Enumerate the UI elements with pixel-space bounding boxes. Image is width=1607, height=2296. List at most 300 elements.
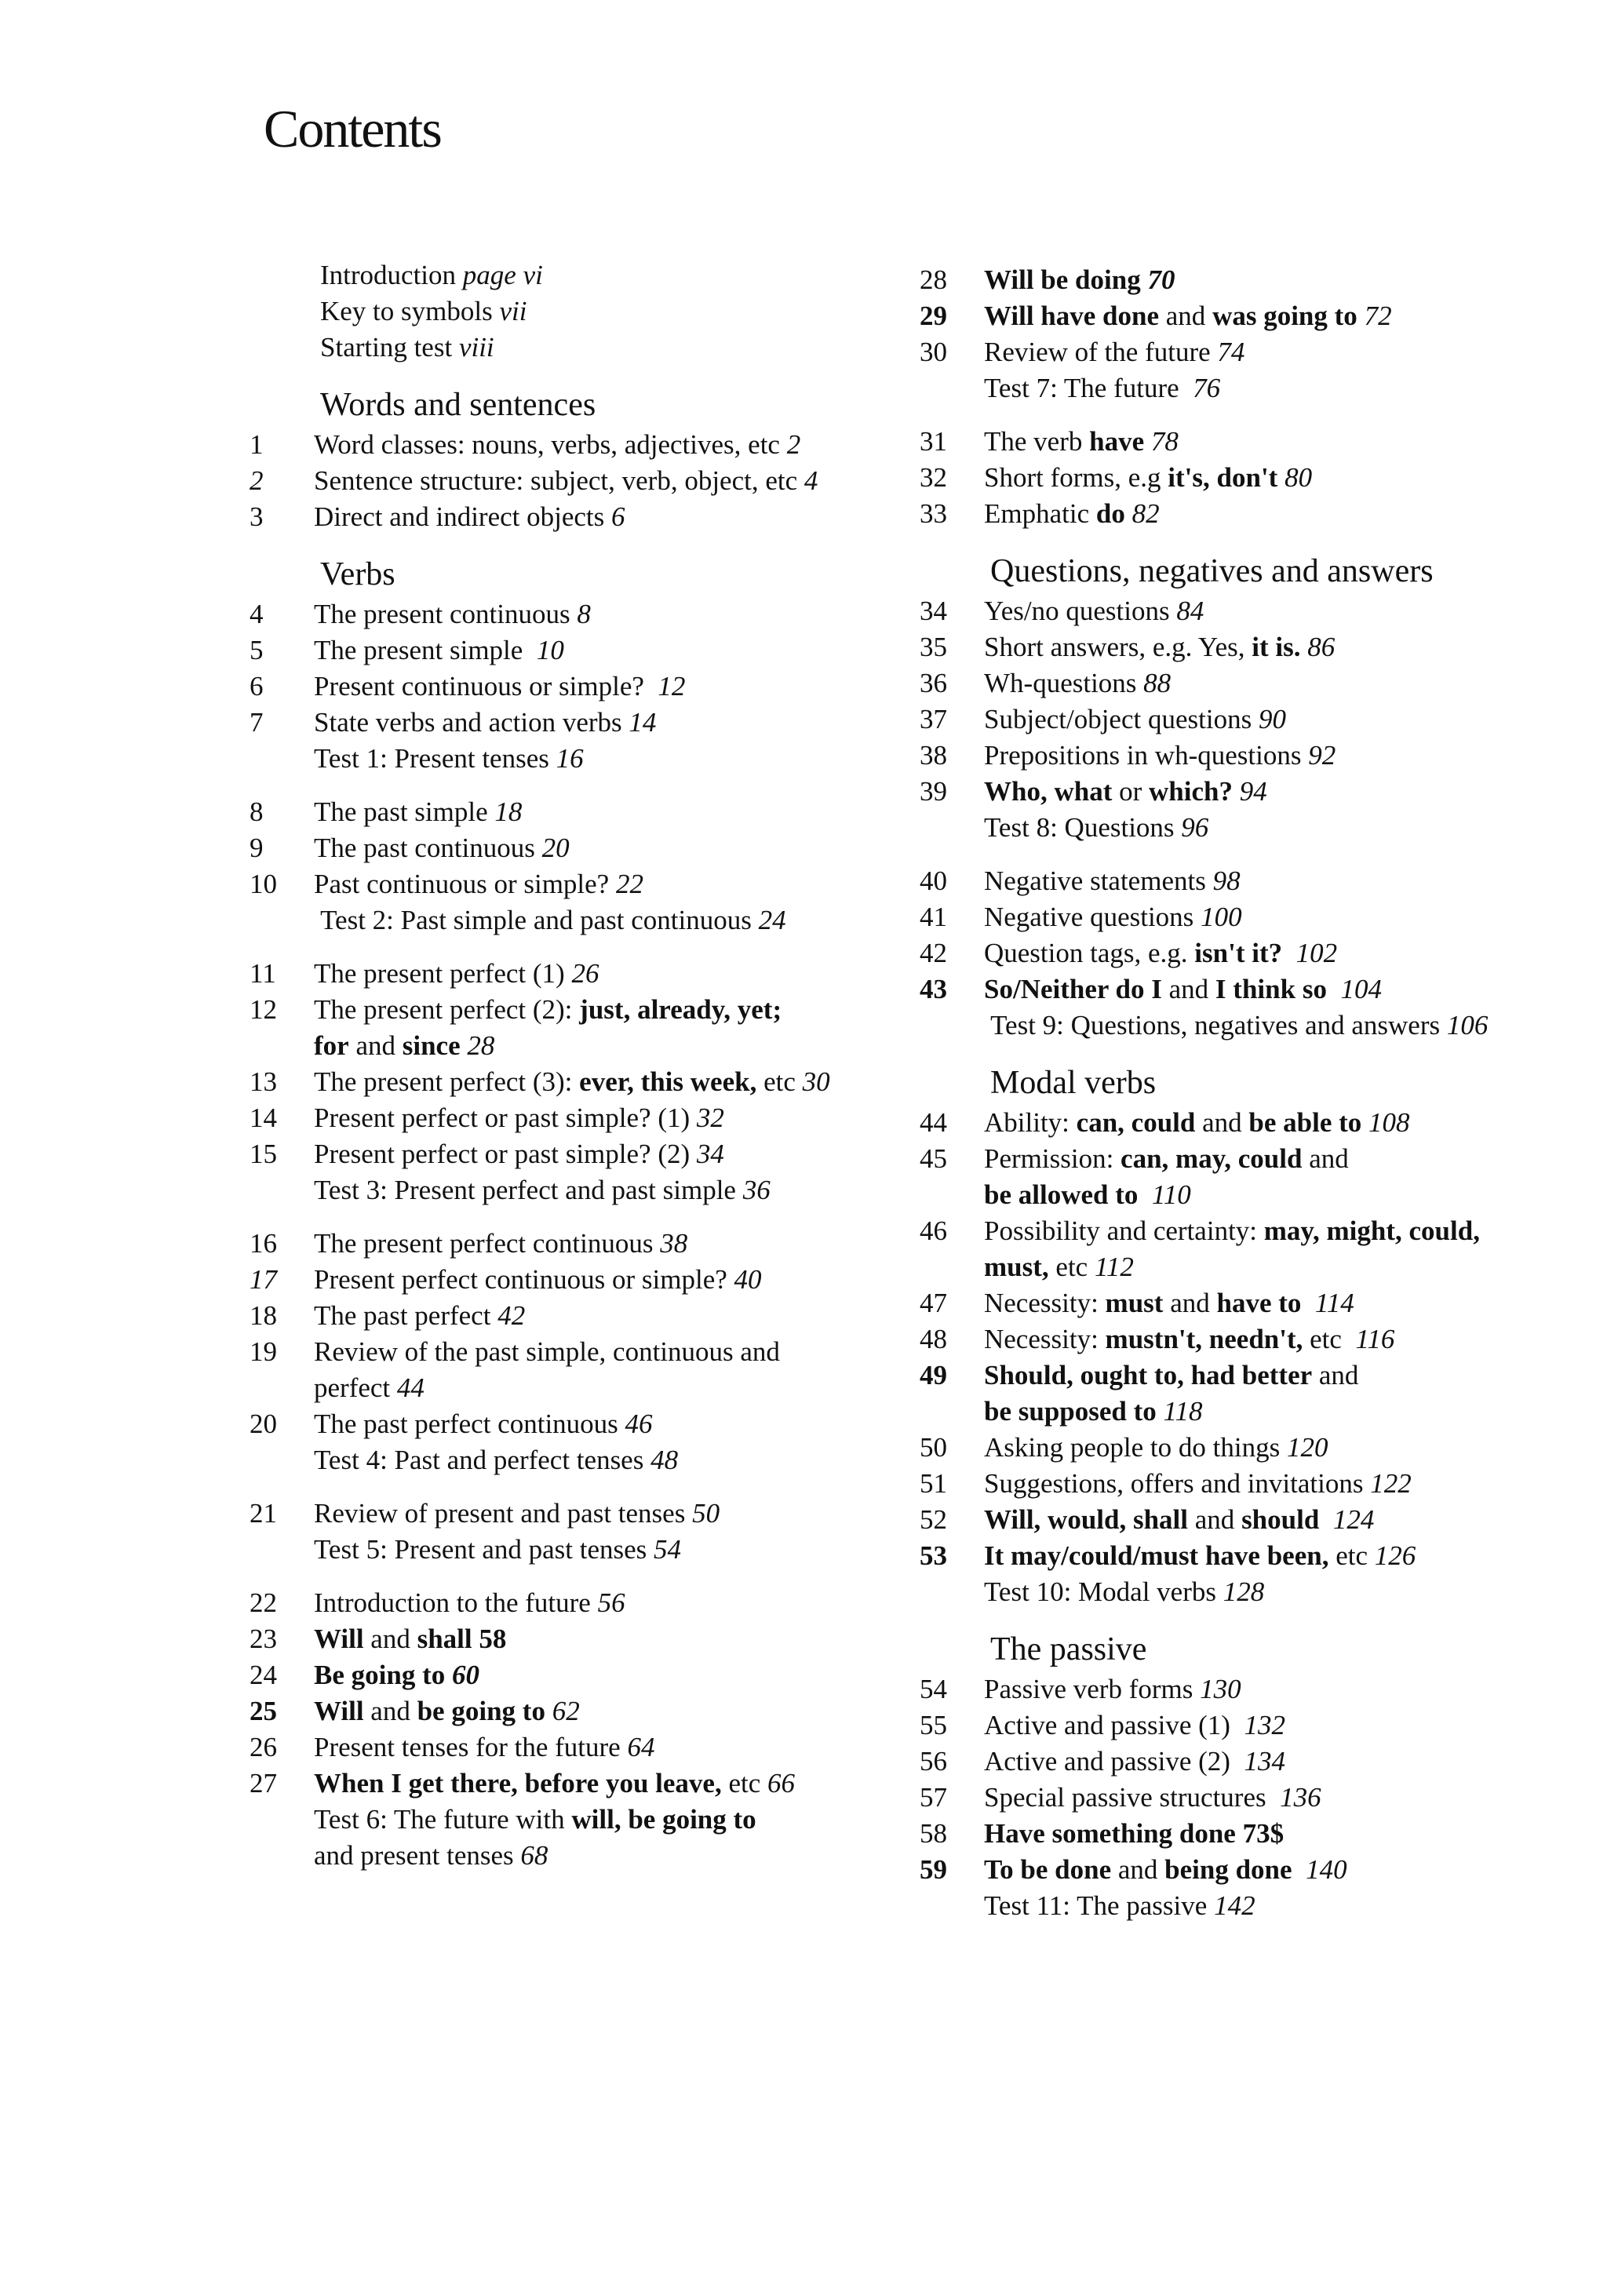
page-number: 128 [1223, 1576, 1265, 1607]
entry-text: etc [756, 1066, 803, 1097]
entry-text: Test 10: Modal verbs [984, 1576, 1223, 1607]
front-matter-entry [250, 257, 956, 293]
unit-entry [920, 1852, 1607, 1888]
contents-entry-continuation [250, 1802, 956, 1838]
unit-entry [250, 794, 956, 830]
unit-title [984, 1502, 1607, 1538]
unit-title [984, 496, 1607, 532]
entry-text: and [363, 1624, 417, 1654]
page-number: 16 [556, 743, 584, 774]
unit-entry [250, 1621, 956, 1657]
unit-number: 11 [250, 958, 276, 989]
unit-entry [920, 593, 1607, 629]
entry-text: Short answers, e.g. Yes, [984, 632, 1252, 662]
entry-text: which? [1149, 776, 1233, 807]
entry-text [1301, 1288, 1315, 1318]
unit-title [984, 1358, 1607, 1394]
entry-text: Asking people to do things [984, 1432, 1287, 1463]
page-number: 22 [615, 869, 643, 899]
front-matter-entry [250, 330, 956, 366]
unit-entry [250, 830, 956, 866]
contents-entry-continuation [250, 1442, 956, 1478]
page-number: 80 [1285, 462, 1313, 493]
unit-number: 43 [920, 974, 947, 1004]
unit-number: 27 [250, 1768, 277, 1799]
entry-text [1144, 426, 1151, 457]
contents-entry-continuation [250, 902, 956, 938]
entry-text: be supposed to [984, 1396, 1157, 1427]
page-number: 8 [577, 599, 591, 629]
unit-title [314, 1136, 956, 1172]
entry-text: State verbs and action verbs [314, 707, 629, 738]
page-number: 118 [1163, 1396, 1203, 1427]
unit-title [984, 1213, 1607, 1249]
page-number: 60 [451, 1660, 479, 1690]
unit-number: 33 [920, 498, 947, 529]
entry-text: may, might, could, [1263, 1215, 1480, 1246]
unit-number: 4 [250, 599, 264, 629]
unit-entry [920, 1707, 1607, 1744]
contents-entry-continuation [250, 1028, 956, 1064]
unit-number: 37 [920, 704, 947, 734]
unit-number: 45 [920, 1143, 947, 1174]
unit-entry [920, 935, 1607, 971]
entry-text [1292, 1854, 1306, 1885]
unit-entry [920, 629, 1607, 665]
entry-text: It may/could/must have been, [984, 1540, 1329, 1571]
entry-text [1357, 301, 1365, 331]
entry-text: and present tenses [314, 1840, 521, 1871]
page-number: 142 [1214, 1890, 1255, 1921]
page-number: 114 [1314, 1288, 1354, 1318]
entry-text: The verb [984, 426, 1090, 457]
section-heading: Questions, negatives and answers [990, 553, 1434, 589]
unit-number: 36 [920, 668, 947, 698]
unit-entry [920, 496, 1607, 532]
unit-entry [250, 1406, 956, 1442]
page-number: 86 [1307, 632, 1336, 662]
unit-number: 26 [250, 1732, 277, 1762]
contents-entry-continuation [920, 1177, 1607, 1213]
page-number: viii [458, 332, 494, 363]
unit-title [314, 1657, 956, 1693]
unit-title [984, 971, 1607, 1008]
entry-text: The present perfect (2): [314, 994, 580, 1025]
contents-entry-continuation [920, 810, 1607, 846]
unit-entry [250, 705, 956, 741]
entry-text: and [1163, 1288, 1217, 1318]
page-number: 130 [1200, 1674, 1241, 1704]
page-number: 44 [396, 1372, 425, 1403]
entry-text: must [1105, 1288, 1164, 1318]
unit-number: 52 [920, 1504, 947, 1535]
entry-text: Present perfect or past simple? (2) [314, 1139, 697, 1169]
unit-title [314, 427, 956, 463]
unit-number: 5 [250, 635, 264, 665]
unit-title [314, 1585, 956, 1621]
unit-number: 49 [920, 1360, 947, 1390]
entry-text [545, 1696, 552, 1726]
entry-text: Have something done 73$ [984, 1818, 1285, 1849]
unit-entry [250, 1226, 956, 1262]
page-number: 102 [1295, 938, 1338, 968]
page-number: 24 [758, 905, 786, 935]
unit-title [984, 738, 1607, 774]
unit-entry [250, 427, 956, 463]
unit-number: 23 [250, 1624, 277, 1654]
entry-text: Suggestions, offers and invitations [984, 1468, 1371, 1499]
unit-entry [250, 992, 956, 1028]
page-number: 74 [1217, 337, 1245, 367]
unit-number: 55 [920, 1710, 947, 1740]
unit-entry [920, 1816, 1607, 1852]
page-number: 108 [1368, 1107, 1410, 1138]
unit-number: 31 [920, 426, 947, 457]
page-number: 84 [1176, 596, 1204, 626]
page-number: 32 [696, 1102, 724, 1133]
unit-entry [250, 1766, 956, 1802]
unit-number: 2 [250, 465, 264, 496]
contents-entry-continuation [250, 1532, 956, 1568]
entry-text: Possibility and certainty: [984, 1215, 1264, 1246]
unit-number: 59 [920, 1854, 947, 1885]
entry-text: The present perfect (1) [314, 958, 572, 989]
entry-text: Emphatic [984, 498, 1096, 529]
unit-entry [920, 1285, 1607, 1321]
unit-number: 6 [250, 671, 264, 702]
unit-title [314, 632, 956, 669]
unit-title [984, 593, 1607, 629]
entry-text: Test 8: Questions [984, 812, 1182, 843]
unit-number: 51 [920, 1468, 947, 1499]
page-number: 116 [1355, 1324, 1395, 1354]
unit-entry [250, 463, 956, 499]
entry-text: The past continuous [314, 833, 542, 863]
page-number: 30 [802, 1066, 830, 1097]
entry-text [1233, 776, 1240, 807]
entry-text: and [363, 1696, 417, 1726]
entry-text: Sentence structure: subject, verb, object, etc [314, 465, 804, 496]
entry-text: Negative questions [984, 902, 1201, 932]
entry-text: Will be doing [984, 264, 1148, 295]
unit-number: 50 [920, 1432, 947, 1463]
unit-number: 1 [250, 429, 264, 460]
entry-text: Test 1: Present tenses [314, 743, 556, 774]
unit-entry [250, 956, 956, 992]
page-number: 70 [1147, 264, 1175, 295]
contents-entry-continuation [250, 1370, 956, 1406]
entry-text: Key to symbols [320, 296, 500, 326]
unit-entry [250, 1693, 956, 1729]
unit-number: 32 [920, 462, 947, 493]
unit-title [314, 1729, 956, 1766]
unit-number: 21 [250, 1498, 277, 1529]
unit-title [314, 463, 956, 499]
unit-number: 20 [250, 1409, 277, 1439]
unit-entry [250, 1657, 956, 1693]
entry-text: was going to [1212, 301, 1357, 331]
entry-text: Test 9: Questions, negatives and answers [984, 1010, 1447, 1040]
unit-entry [250, 866, 956, 902]
unit-title [984, 1780, 1607, 1816]
unit-entry [920, 298, 1607, 334]
unit-entry [920, 1430, 1607, 1466]
page-number: 34 [696, 1139, 724, 1169]
entry-text: Ability: [984, 1107, 1077, 1138]
entry-text: and [1159, 301, 1213, 331]
page-number: 94 [1239, 776, 1267, 807]
unit-entry [920, 702, 1607, 738]
unit-title [984, 774, 1607, 810]
entry-text: it's, don't [1168, 462, 1278, 493]
section-heading: The passive [990, 1631, 1147, 1667]
entry-text: Present perfect or past simple? (1) [314, 1102, 697, 1133]
entry-text: Present perfect continuous or simple? [314, 1264, 734, 1295]
spacer [250, 1568, 956, 1585]
page-number: 90 [1258, 704, 1286, 734]
unit-title [984, 1538, 1607, 1574]
contents-entry-continuation [920, 1249, 1607, 1285]
unit-entry [250, 1262, 956, 1298]
spacer [920, 406, 1607, 424]
page-number: 20 [541, 833, 570, 863]
entry-text: Test 6: The future with [314, 1804, 572, 1835]
unit-title [984, 1852, 1607, 1888]
entry-text: Negative statements [984, 866, 1213, 896]
unit-number: 15 [250, 1139, 277, 1169]
contents-entry-continuation [250, 1172, 956, 1208]
entry-text [1282, 938, 1296, 968]
entry-text: be going to [417, 1696, 545, 1726]
contents-entry-continuation [920, 1574, 1607, 1610]
entry-text: can, could [1076, 1107, 1196, 1138]
contents-entry-continuation [250, 741, 956, 777]
unit-entry [250, 1496, 956, 1532]
unit-number: 54 [920, 1674, 947, 1704]
unit-title [314, 1298, 956, 1334]
unit-title [984, 899, 1607, 935]
entry-text: Special passive structures [984, 1782, 1281, 1813]
entry-text: and [1161, 974, 1215, 1004]
contents-entry-continuation [250, 1838, 956, 1874]
unit-entry [920, 971, 1607, 1008]
unit-title [314, 499, 956, 535]
unit-number: 38 [920, 740, 947, 771]
unit-title [984, 1466, 1607, 1502]
unit-entry [250, 499, 956, 535]
unit-title [984, 1430, 1607, 1466]
unit-title [984, 1671, 1607, 1707]
page-number: 26 [571, 958, 599, 989]
page-number: 12 [658, 671, 686, 702]
page-number: 140 [1306, 1854, 1347, 1885]
page-number: 104 [1340, 974, 1382, 1004]
unit-entry [250, 632, 956, 669]
unit-title [314, 794, 956, 830]
entry-text: just, already, yet; [579, 994, 782, 1025]
unit-title [314, 1100, 956, 1136]
unit-entry [920, 1538, 1607, 1574]
unit-title [984, 424, 1607, 460]
entry-text: Test 11: The passive [984, 1890, 1215, 1921]
entry-text: The present simple [314, 635, 537, 665]
page-number: 40 [734, 1264, 762, 1295]
entry-text: When I get there, before you leave, [314, 1768, 722, 1799]
entry-text: shall 58 [417, 1624, 507, 1654]
unit-entry [920, 460, 1607, 496]
unit-entry [920, 863, 1607, 899]
unit-title [314, 830, 956, 866]
entry-text: Test 4: Past and perfect tenses [314, 1445, 651, 1475]
section-heading: Modal verbs [990, 1065, 1157, 1101]
unit-number: 53 [920, 1540, 947, 1571]
entry-text: Test 7: The future [984, 373, 1193, 403]
entry-text: page vi [462, 260, 543, 290]
section-heading: Verbs [320, 556, 395, 592]
unit-number: 24 [250, 1660, 277, 1690]
page-number: 14 [629, 707, 657, 738]
entry-text: Wh-questions [984, 668, 1144, 698]
page-number: 66 [767, 1768, 796, 1799]
page-number: 68 [520, 1840, 548, 1871]
entry-text: must, [984, 1252, 1049, 1282]
page-number: 106 [1446, 1010, 1489, 1040]
page-number: 78 [1150, 426, 1179, 457]
entry-text: Should, ought to, had better [984, 1360, 1313, 1390]
entry-text: Word classes: nouns, verbs, adjectives, etc [314, 429, 787, 460]
unit-number: 35 [920, 632, 947, 662]
unit-number: 9 [250, 833, 264, 863]
unit-entry [250, 1729, 956, 1766]
unit-entry [250, 1585, 956, 1621]
entry-text [1138, 1179, 1152, 1210]
unit-title [984, 334, 1607, 370]
page-number: 82 [1131, 498, 1160, 529]
unit-number: 22 [250, 1587, 277, 1618]
entry-text: The past simple [314, 796, 495, 827]
page-number: 76 [1193, 373, 1221, 403]
unit-number: 40 [920, 866, 947, 896]
unit-title [984, 1744, 1607, 1780]
contents-entry-continuation [920, 1008, 1607, 1044]
entry-text: Test 2: Past simple and past continuous [314, 905, 759, 935]
entry-text: The past perfect [314, 1300, 498, 1331]
entry-text: since [402, 1030, 461, 1061]
entry-text: be able to [1248, 1107, 1362, 1138]
entry-text: Introduction [320, 260, 463, 290]
page-number: 98 [1212, 866, 1241, 896]
unit-number: 19 [250, 1336, 277, 1367]
entry-text: and [1195, 1107, 1249, 1138]
entry-text: Past continuous or simple? [314, 869, 616, 899]
contents-right-column [920, 262, 1607, 1924]
entry-text: I think so [1215, 974, 1327, 1004]
front-matter-entry [250, 293, 956, 330]
unit-title [314, 866, 956, 902]
unit-number: 46 [920, 1215, 947, 1246]
page-number: 54 [654, 1534, 682, 1565]
unit-number: 56 [920, 1746, 947, 1777]
page-number: 10 [536, 635, 564, 665]
page-number: 18 [494, 796, 523, 827]
entry-text: etc [1048, 1252, 1095, 1282]
unit-title [984, 629, 1607, 665]
unit-entry [250, 1064, 956, 1100]
entry-text: Active and passive (2) [984, 1746, 1244, 1777]
entry-text: Test 5: Present and past tenses [314, 1534, 654, 1565]
unit-title [984, 262, 1607, 298]
spacer [250, 1208, 956, 1226]
entry-text: The past perfect continuous [314, 1409, 625, 1439]
unit-number: 14 [250, 1102, 277, 1133]
unit-entry [920, 1141, 1607, 1177]
unit-title [984, 863, 1607, 899]
unit-number: 39 [920, 776, 947, 807]
unit-number: 8 [250, 796, 264, 827]
entry-text: Test 3: Present perfect and past simple [314, 1175, 743, 1205]
unit-entry [920, 1671, 1607, 1707]
page-number: 112 [1094, 1252, 1134, 1282]
page-number: 6 [611, 501, 625, 532]
entry-text: ever, this week, [579, 1066, 757, 1097]
entry-text: The present perfect (3): [314, 1066, 580, 1097]
unit-entry [920, 424, 1607, 460]
page-number: 124 [1332, 1504, 1375, 1535]
entry-text: perfect [314, 1372, 397, 1403]
page-number: 96 [1181, 812, 1209, 843]
unit-number: 47 [920, 1288, 947, 1318]
page-number: vii [499, 296, 527, 326]
unit-title [314, 596, 956, 632]
contents-entry-continuation [920, 1888, 1607, 1924]
page-number: 62 [552, 1696, 580, 1726]
unit-title [314, 1496, 956, 1532]
entry-text: Present continuous or simple? [314, 671, 658, 702]
unit-title [314, 1766, 956, 1802]
page-number: 56 [597, 1587, 625, 1618]
entry-text: and [1312, 1360, 1359, 1390]
entry-text: Review of the future [984, 337, 1218, 367]
unit-number: 28 [920, 264, 947, 295]
entry-text: have [1089, 426, 1145, 457]
entry-text: isn't it? [1194, 938, 1283, 968]
entry-text: Review of the past simple, continuous and [314, 1336, 780, 1367]
entry-text: should [1241, 1504, 1320, 1535]
entry-text: etc [1328, 1540, 1375, 1571]
entry-text: and [1111, 1854, 1165, 1885]
entry-text: be allowed to [984, 1179, 1139, 1210]
unit-entry [920, 1466, 1607, 1502]
unit-entry [920, 1321, 1607, 1358]
unit-number: 3 [250, 501, 264, 532]
unit-title [984, 298, 1607, 334]
unit-title [314, 1064, 956, 1100]
entry-text [1300, 632, 1307, 662]
unit-number: 34 [920, 596, 947, 626]
contents-entry-continuation [920, 1394, 1607, 1430]
unit-number: 10 [250, 869, 277, 899]
page-number: 42 [497, 1300, 526, 1331]
unit-entry [250, 1334, 956, 1370]
unit-title [984, 935, 1607, 971]
unit-number: 29 [920, 301, 947, 331]
entry-text: etc [1303, 1324, 1356, 1354]
entry-text: and [348, 1030, 403, 1061]
entry-text: Present tenses for the future [314, 1732, 628, 1762]
entry-text: Short forms, e.g [984, 462, 1168, 493]
unit-number: 18 [250, 1300, 277, 1331]
unit-title [314, 1334, 956, 1370]
